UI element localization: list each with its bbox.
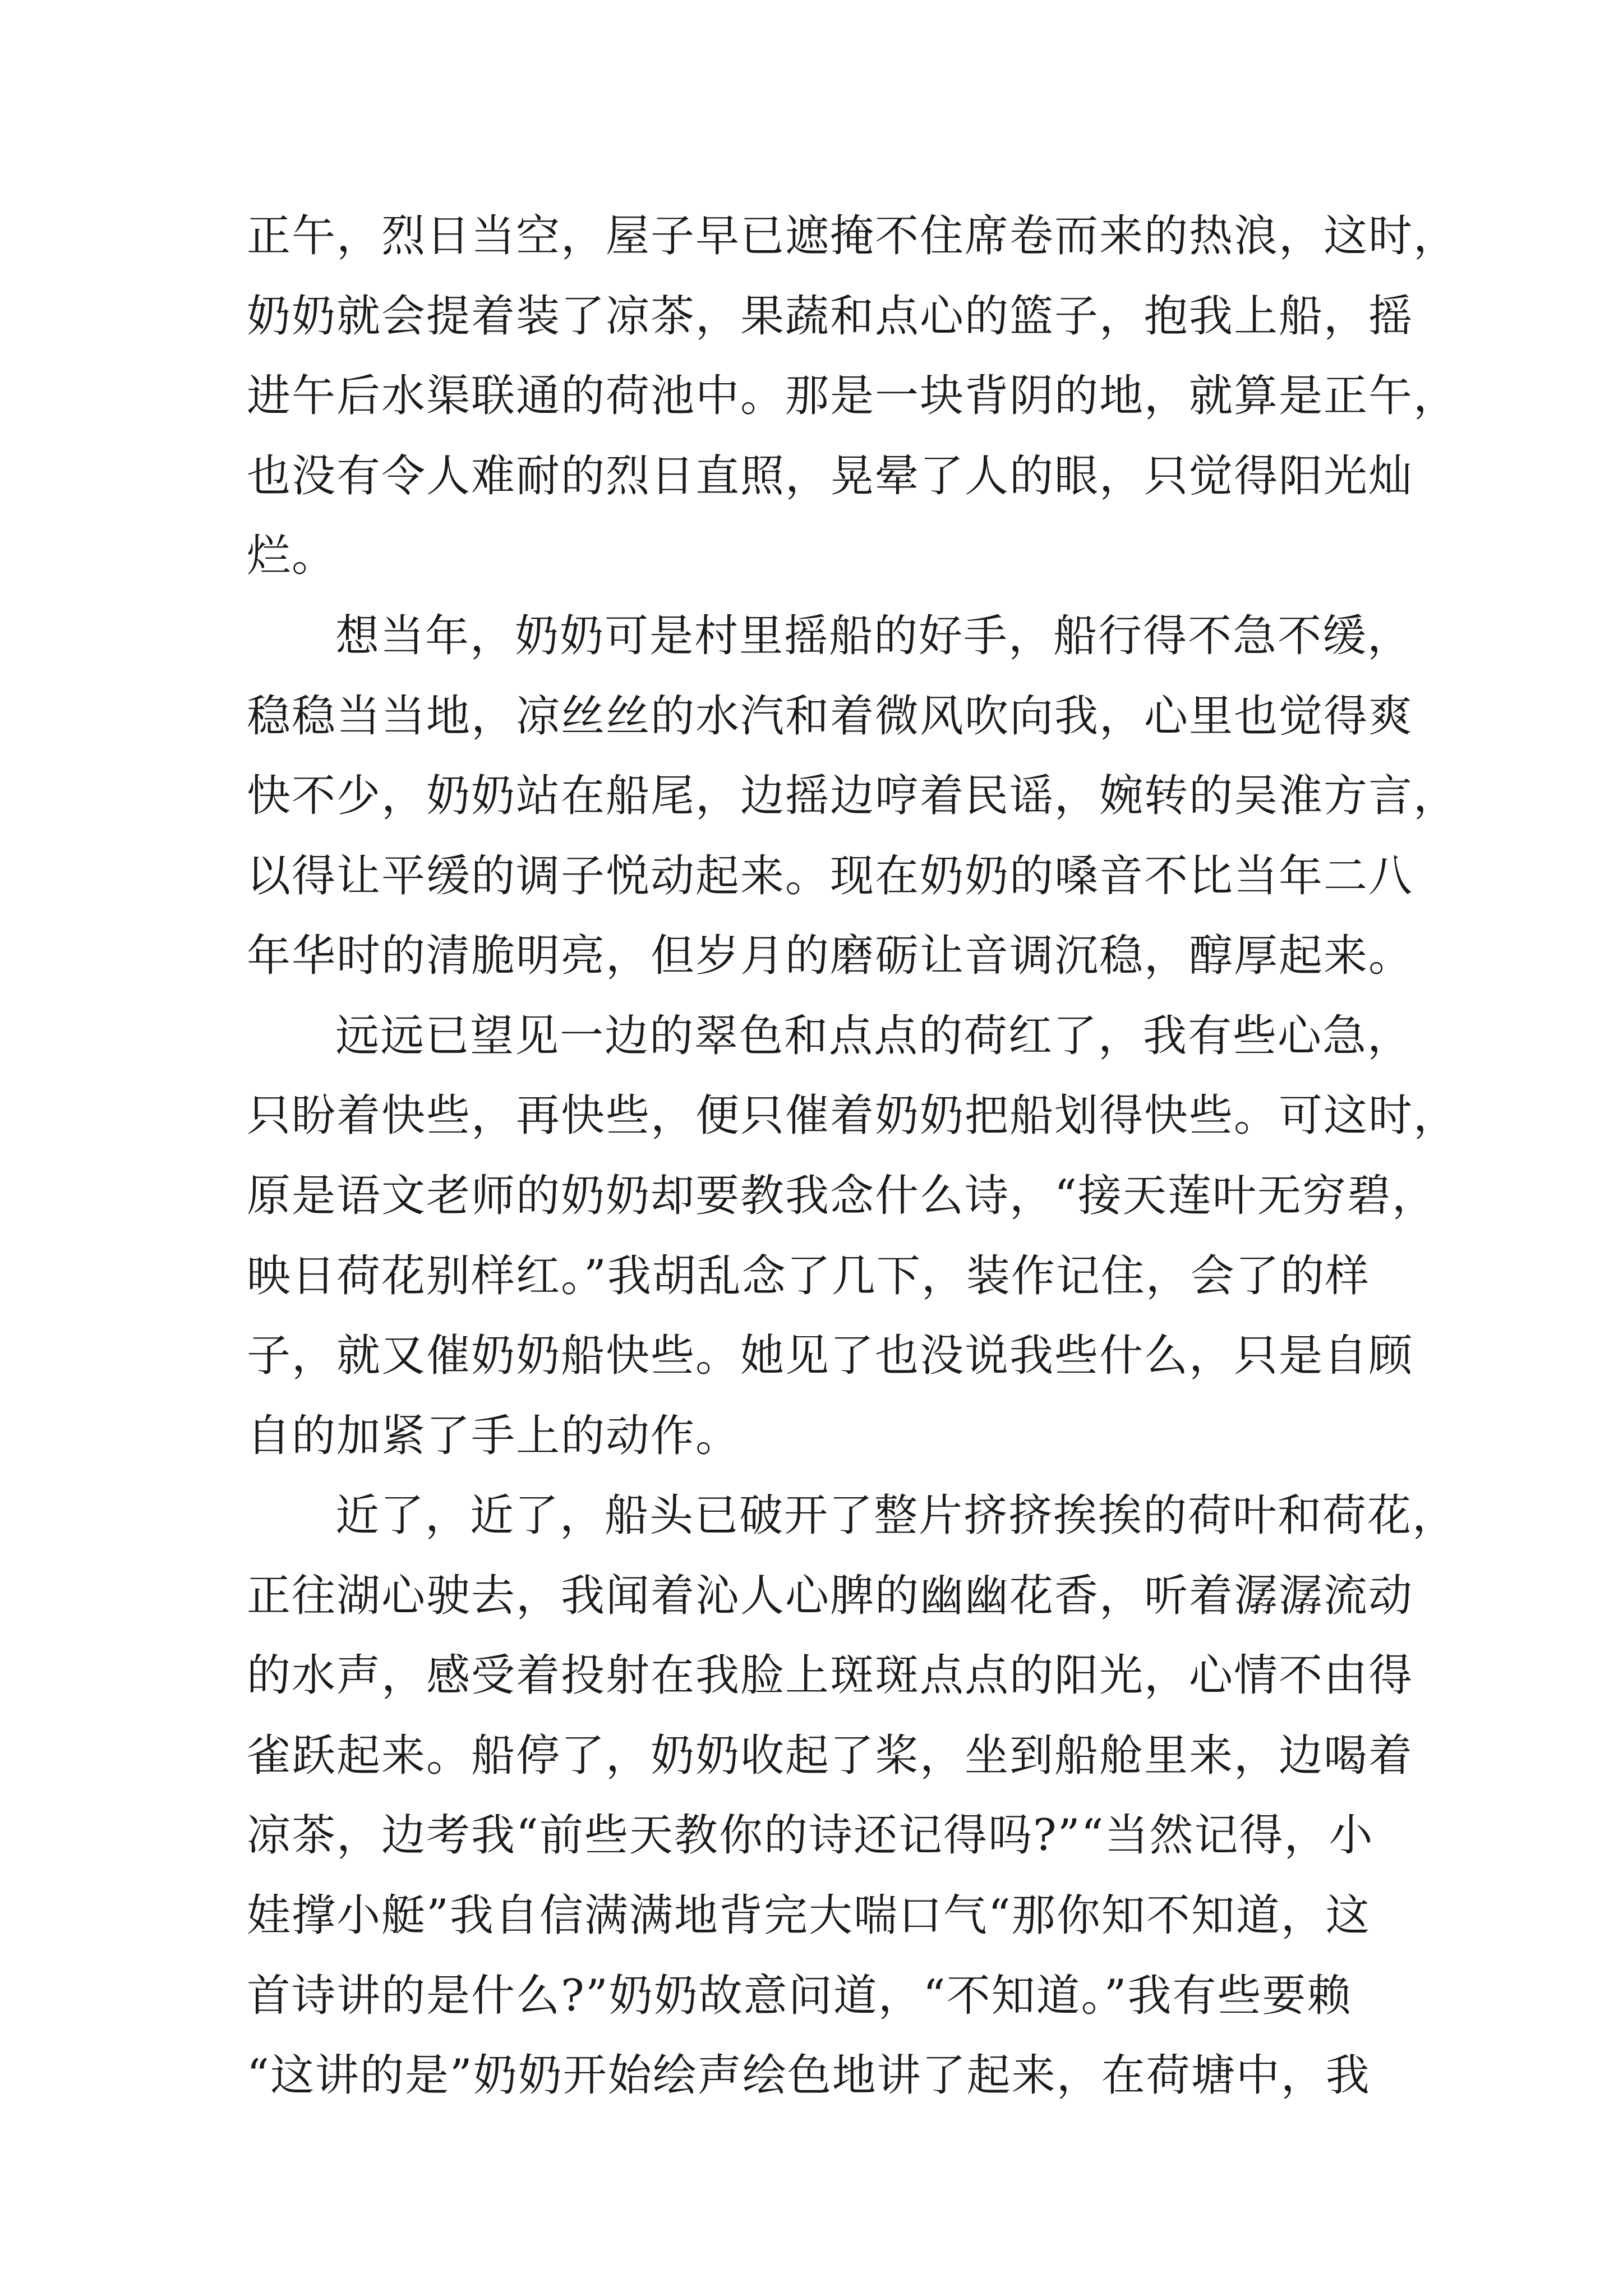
text-line: 快不少，奶奶站在船尾，边摇边哼着民谣，婉转的吴淮方言， (247, 771, 1459, 821)
text-line: 首诗讲的是什么?”奶奶故意问道，“不知道。”我有些要赖 (247, 1971, 1352, 2021)
text-line: 烂。 (247, 531, 337, 581)
text-line: 的水声，感受着投射在我脸上斑斑点点的阳光，心情不由得 (247, 1650, 1414, 1701)
text-line: 以得让平缓的调子悦动起来。现在奶奶的嗓音不比当年二八 (247, 851, 1414, 901)
text-line: 年华时的清脆明亮，但岁月的磨砺让音调沉稳，醇厚起来。 (247, 931, 1414, 981)
text-line: “这讲的是”奶奶开始绘声绘色地讲了起来，在荷塘中，我 (247, 2050, 1371, 2101)
text-line: 正午，烈日当空，屋子早已遮掩不住席卷而来的热浪，这时， (247, 211, 1459, 261)
text-line: 也没有令人难耐的烈日直照，晃晕了人的眼，只觉得阳光灿 (247, 451, 1414, 501)
text-line: 映日荷花别样红。”我胡乱念了几下，装作记住，会了的样 (247, 1251, 1370, 1301)
text-line: 只盼着快些，再快些，便只催着奶奶把船划得快些。可这时， (247, 1091, 1459, 1141)
paragraph-first-line: 近了，近了，船头已破开了整片挤挤挨挨的荷叶和荷花， (335, 1490, 1458, 1541)
text-line: 娃撑小艇”我自信满满地背完大喘口气“那你知不知道，这 (247, 1890, 1371, 1941)
text-line: 凉茶，边考我“前些天教你的诗还记得吗?”“当然记得，小 (247, 1810, 1374, 1861)
text-line: 雀跃起来。船停了，奶奶收起了桨，坐到船舱里来，边喝着 (247, 1731, 1414, 1781)
paragraph-first-line: 想当年，奶奶可是村里摇船的好手，船行得不急不缓， (335, 611, 1413, 661)
paragraph-first-line: 远远已望见一边的翠色和点点的荷红了，我有些心急， (335, 1011, 1413, 1061)
text-line: 进午后水渠联通的荷池中。那是一块背阴的地，就算是正午， (247, 371, 1459, 421)
text-line: 正往湖心驶去，我闻着沁人心脾的幽幽花香，听着潺潺流动 (247, 1571, 1414, 1621)
text-line: 奶奶就会提着装了凉茶，果蔬和点心的篮子，抱我上船，摇 (247, 291, 1414, 342)
text-line: 稳稳当当地，凉丝丝的水汽和着微风吹向我，心里也觉得爽 (247, 691, 1414, 742)
text-line: 子，就又催奶奶船快些。她见了也没说我些什么，只是自顾 (247, 1331, 1414, 1381)
text-line: 原是语文老师的奶奶却要教我念什么诗，“接天莲叶无穷碧， (247, 1171, 1437, 1221)
text-line: 自的加紧了手上的动作。 (247, 1411, 741, 1461)
